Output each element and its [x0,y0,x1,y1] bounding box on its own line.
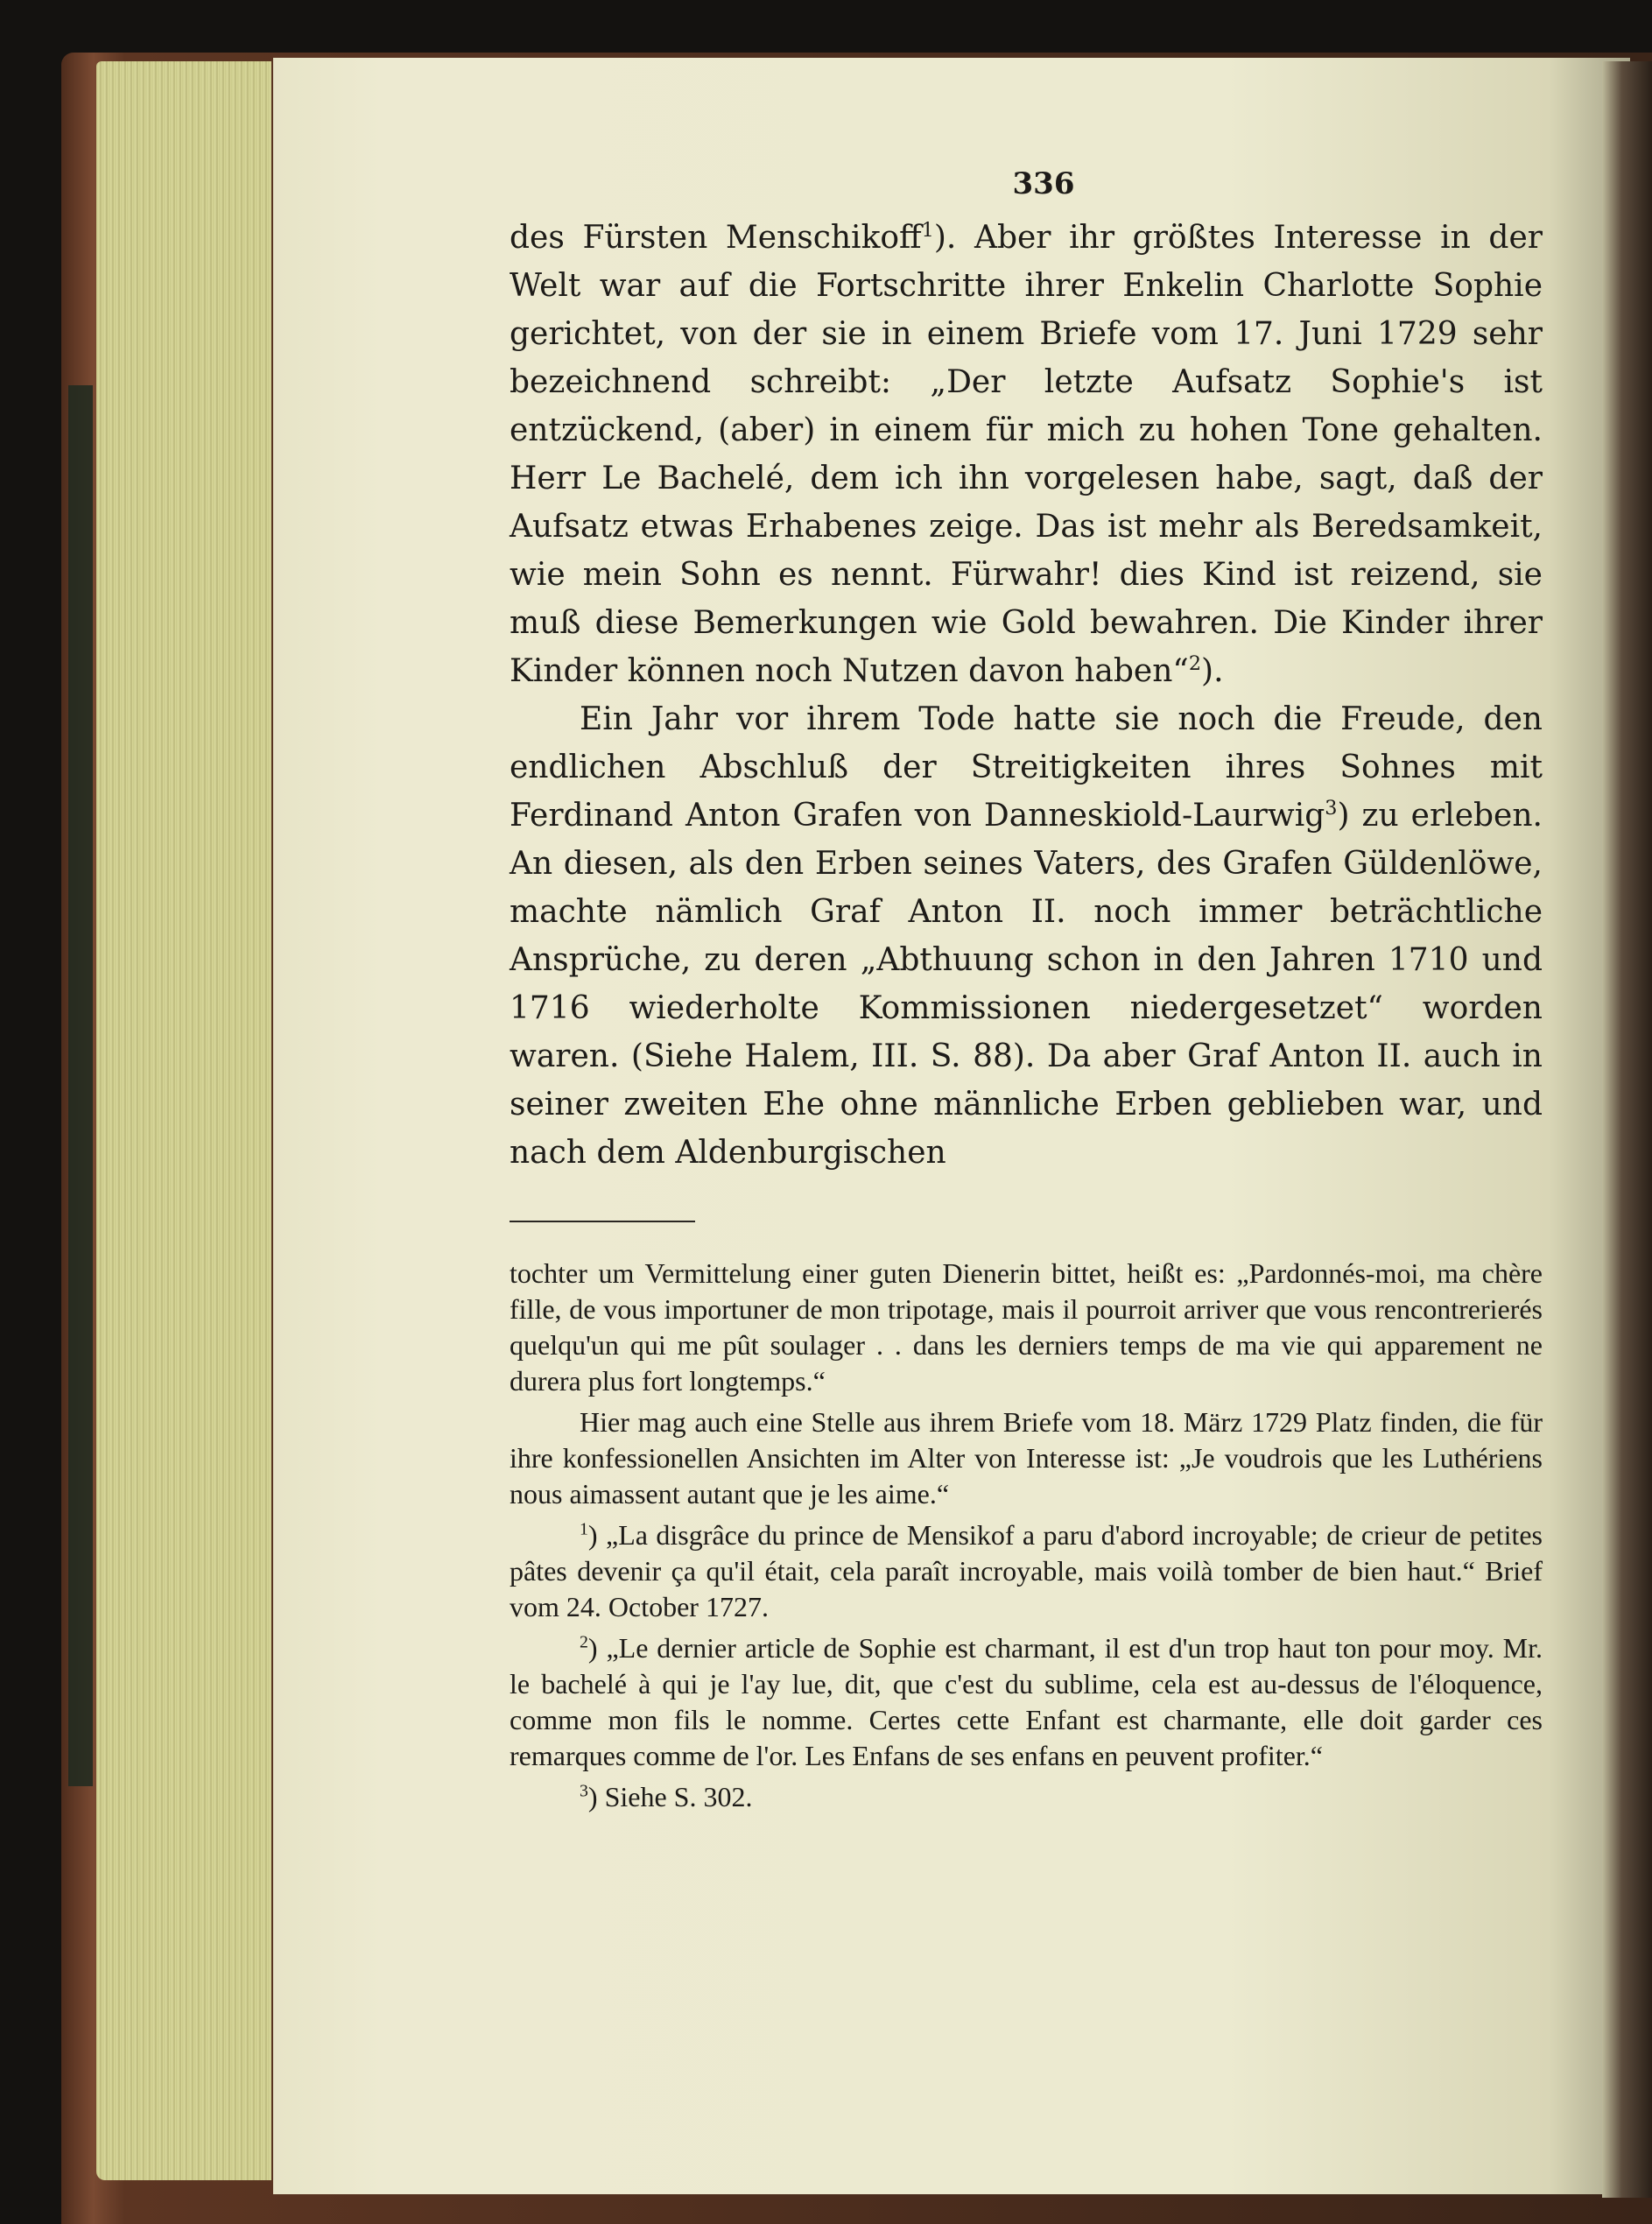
footnote-2-mark: 2 [580,1632,588,1652]
footnote-ref-1: 1 [921,219,934,242]
footnotes [510,1256,1543,1815]
footnote-2-text: ) „Le dernier article de Sophie est charmant, il est d'un trop haut ton pour moy. Mr. le bachelé à qui je l'ay lue, dit, que c'est du sublime, cela est au-dessus de l'éloquence, comme mon fils le nomme. Certes cette Enfant est charmante, elle doit garder ces remarques comme de l'or. Les Enfans de ses enfans en peuvent profiter.“ [510,1632,1543,1771]
paragraph-1 [510,214,1543,695]
paragraph-2-part-a: Ein Jahr vor ihrem Tode hatte sie noch die Freude, den endlichen Abschluß der Streitigkeiten ihres Sohnes mit Ferdinand Anton Grafen von Danneskiold-Laurwig [510,701,1543,834]
page-text [510,166,1543,1820]
footnote-3-mark: 3 [580,1781,588,1801]
footnote-ref-2: 2 [1188,652,1202,675]
main-text [510,214,1543,1177]
footnote-1-text: ) „La disgrâce du prince de Mensikof a paru d'abord incroyable; de crieur de petites pâtes devenir ça qu'il était, cela paraît incroyable, mais voilà tomber de bien haut.“ Brief vom 24. October 1727. [510,1519,1543,1622]
footnote-3 [510,1779,1543,1815]
footnote-continued: tochter um Vermittelung einer guten Dienerin bittet, heißt es: „Pardonnés-moi, ma chère fille, de vous importuner de mon tripotage, mais il pourroit arriver que vous rencontrerierés quelqu'un qui me pût soulager . . dans les derniers temps de ma vie qui apparement ne durera plus fort longtemps.“ [510,1257,1543,1397]
page-edges [96,61,271,2180]
paragraph-1-part-a: des Fürsten Menschikoff [510,220,922,256]
paragraph-2 [510,695,1543,1177]
footnote-2 [510,1630,1543,1774]
paragraph-2-part-b: ) zu erleben. An diesen, als den Erben seines Vaters, des Grafen Güldenlöwe, machte nämlich Graf Anton II. noch immer beträchtliche Ansprüche, zu deren „Abthuung schon in den Jahren 1710 und 1716 wiederholte Kommissionen niedergesetzet“ worden waren. (Siehe Halem, III. S. 88). Da aber Graf Anton II. auch in seiner zweiten Ehe ohne männliche Erben geblieben war, und nach dem Aldenburgischen [510,798,1543,1171]
footnote-ref-3: 3 [1325,797,1338,820]
footnote-continued-2: Hier mag auch eine Stelle aus ihrem Briefe vom 18. März 1729 Platz finden, die für ihre konfessionellen Ansichten im Alter von Interesse ist: „Je voudrois que les Luthériens nous aimassent autant que je les aime.“ [510,1406,1543,1510]
footnote-1 [510,1517,1543,1625]
page-number: 336 [1012,166,1075,201]
footnote-1-mark: 1 [580,1519,588,1539]
paragraph-1-part-c: ). [1201,653,1224,689]
footnote-3-text: ) Siehe S. 302. [587,1781,753,1812]
spine-label [68,385,93,1786]
paragraph-1-part-b: ). Aber ihr größtes Interesse in der Welt war auf die Fortschritte ihrer Enkelin Charlotte Sophie gerichtet, von der sie in einem Briefe vom 17. Juni 1729 sehr bezeichnend schreibt: „Der letzte Aufsatz Sophie's ist entzückend, (aber) in einem für mich zu hohen Tone gehalten. Herr Le Bachelé, dem ich ihn vorgelesen habe, sagt, daß der Aufsatz etwas Erhabenes zeige. Das ist mehr als Beredsamkeit, wie mein Sohn es nennt. Fürwahr! dies Kind ist reizend, sie muß diese Bemerkungen wie Gold bewahren. Die Kinder ihrer Kinder können noch Nutzen davon haben“ [510,220,1543,689]
book-gutter [1602,61,1652,2198]
footnote-rule [510,1221,695,1222]
